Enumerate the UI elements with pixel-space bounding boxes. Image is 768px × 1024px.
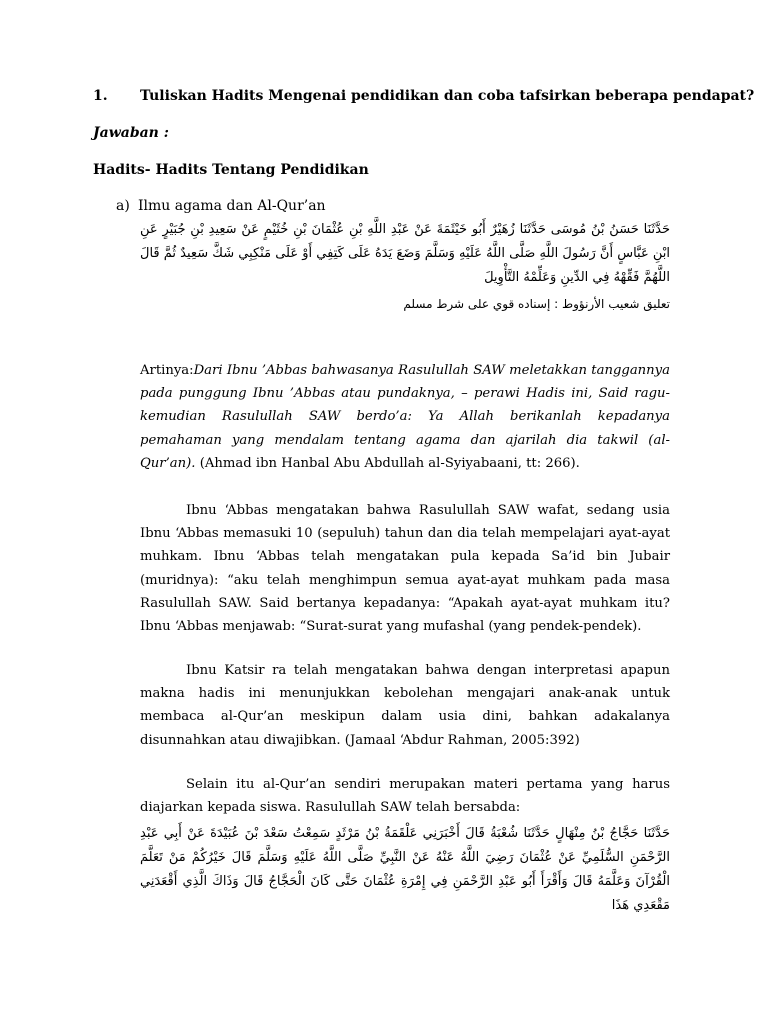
question-text: Tuliskan Hadits Mengenai pendidikan dan coba tafsirkan beberapa pendapat? (140, 88, 755, 104)
translation-lead: Artinya: (140, 363, 194, 378)
hadith-arabic-text: حَدَّثَنَا حَسَنُ بْنُ مُوسَى حَدَّثَنَا زُهَيْرٌ أَبُو خَيْثَمَةَ عَنْ عَبْدِ اللَّهِ بْنِ عُثْمَانَ بْنِ خُثَيْمٍ عَنْ سَعِيدِ بْنِ جُبَيْرٍ عَنِ ابْنِ عَبَّاسٍ أَنَّ رَسُولَ اللَّهِ صَلَّى اللَّهُ عَلَيْهِ وَسَلَّمَ وَضَعَ يَدَهُ عَلَى كَتِفِي أَوْ عَلَى مَنْكِبِي شَكَّ سَعِيدٌ ثُمَّ قَالَ اللَّهُمَّ فَقِّهْهُ فِي الدِّينِ وَعَلِّمْهُ التَّأْوِيلَ (140, 222, 670, 285)
body-paragraph (140, 773, 670, 819)
list-marker: a) (116, 198, 130, 214)
body-paragraph (140, 659, 670, 752)
answer-label: Jawaban : (93, 125, 169, 141)
list-item-subsection (116, 198, 326, 214)
hadith-arabic-text: حَدَّثَنَا حَجَّاجُ بْنُ مِنْهَالٍ حَدَّثَنَا شُعْبَةُ قَالَ أَخْبَرَنِي عَلْقَمَةُ بْنُ مَرْثَدٍ سَمِعْتُ سَعْدَ بْنَ عُبَيْدَةَ عَنْ أَبِي عَبْدِ الرَّحْمَنِ السُّلَمِيِّ عَنْ عُثْمَانَ رَضِيَ اللَّهُ عَنْهُ عَنْ النَّبِيِّ صَلَّى اللَّهُ عَلَيْهِ وَسَلَّمَ قَالَ خَيْرُكُمْ مَنْ تَعَلَّمَ الْقُرْآنَ وَعَلَّمَهُ قَالَ وَأَقْرَأَ أَبُو عَبْدِ الرَّحْمَنِ فِي إِمْرَةِ عُثْمَانَ حَتَّى كَانَ الْحَجَّاجُ قَالَ وَذَاكَ الَّذِي أَقْعَدَنِي مَقْعَدِي هَذَا (140, 826, 670, 913)
translation-italic: Dari Ibnu ’Abbas bahwasanya Rasulullah SAW meletakkan tanggannya pada punggung Ibnu ’Abbas atau pundaknya, – perawi Hadis ini, Said ragu- kemudian Rasulullah SAW berdo’a: Ya Allah berikanlah kepadanya pemahaman yang mendalam tentang agama dan ajarilah dia takwil (al-Qur’an). (140, 363, 670, 471)
translation-paragraph (140, 359, 670, 475)
translation-citation: (Ahmad ibn Hanbal Abu Abdullah al-Syiyabaani, tt: 266). (195, 455, 580, 471)
paragraph-text: Ibnu Katsir ra telah mengatakan bahwa dengan interpretasi apapun makna hadis ini menunjukkan kebolehan mengajari anak-anak untuk membaca al-Qur’an meskipun dalam usia dini, bahkan adakalanya disunnahkan atau diwajibkan. (Jamaal ‘Abdur Rahman, 2005:392) (140, 663, 670, 748)
question-number: 1. (93, 88, 108, 104)
section-heading: Hadits- Hadits Tentang Pendidikan (93, 162, 369, 178)
body-paragraph (140, 499, 670, 638)
subsection-label: Ilmu agama dan Al-Qur’an (138, 198, 326, 214)
paragraph-text: Selain itu al-Qur’an sendiri merupakan materi pertama yang harus diajarkan kepada siswa. Rasulullah SAW telah bersabda: (140, 777, 670, 816)
paragraph-text: Ibnu ‘Abbas mengatakan bahwa Rasulullah SAW wafat, sedang usia Ibnu ‘Abbas memasuki 10 (sepuluh) tahun dan dia telah mempelajari ayat-ayat muhkam. Ibnu ‘Abbas telah mengatakan pula kepada Sa’id bin Jubair (muridnya): “aku telah menghimpun semua ayat-ayat muhkam pada masa Rasulullah SAW. Said bertanya kepadanya: “Apakah ayat-ayat muhkam itu? Ibnu ‘Abbas menjawab: “Surat-surat yang mufashal (yang pendek-pendek). (140, 503, 670, 635)
hadith-grading-note: تعليق شعيب الأرنؤوط : إسناده قوي على شرط مسلم (403, 297, 670, 311)
